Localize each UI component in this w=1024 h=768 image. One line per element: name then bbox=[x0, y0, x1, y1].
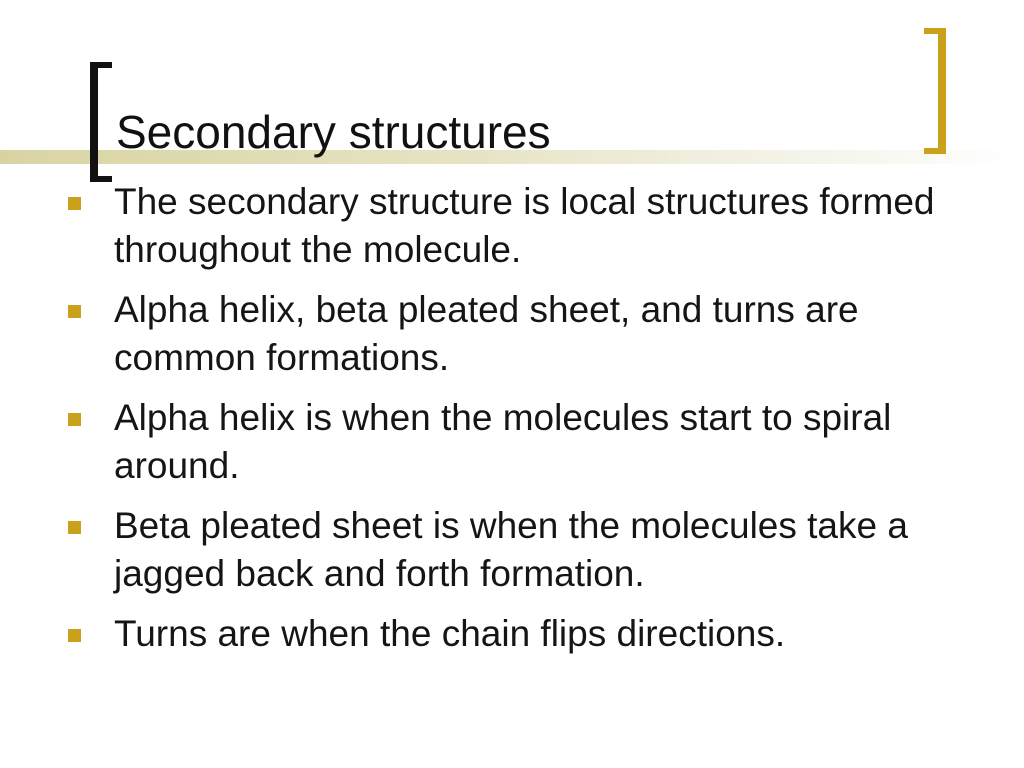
square-bullet-icon bbox=[68, 197, 81, 210]
bullet-text: Turns are when the chain flips directions. bbox=[114, 613, 786, 654]
bullet-item bbox=[68, 394, 968, 490]
bullet-text: Alpha helix is when the molecules start to spiral around. bbox=[114, 397, 892, 486]
bullet-list bbox=[68, 178, 968, 670]
bullet-item bbox=[68, 178, 968, 274]
bullet-item bbox=[68, 502, 968, 598]
square-bullet-icon bbox=[68, 413, 81, 426]
bullet-item bbox=[68, 286, 968, 382]
square-bullet-icon bbox=[68, 629, 81, 642]
square-bullet-icon bbox=[68, 305, 81, 318]
bullet-text: Beta pleated sheet is when the molecules take a jagged back and forth formation. bbox=[114, 505, 908, 594]
bullet-text: Alpha helix, beta pleated sheet, and turns are common formations. bbox=[114, 289, 859, 378]
slide-title: Secondary structures bbox=[116, 106, 551, 158]
left-bracket-decoration bbox=[90, 62, 112, 182]
bullet-text: The secondary structure is local structures formed throughout the molecule. bbox=[114, 181, 935, 270]
bullet-item bbox=[68, 610, 968, 658]
square-bullet-icon bbox=[68, 521, 81, 534]
right-bracket-decoration bbox=[924, 28, 946, 154]
